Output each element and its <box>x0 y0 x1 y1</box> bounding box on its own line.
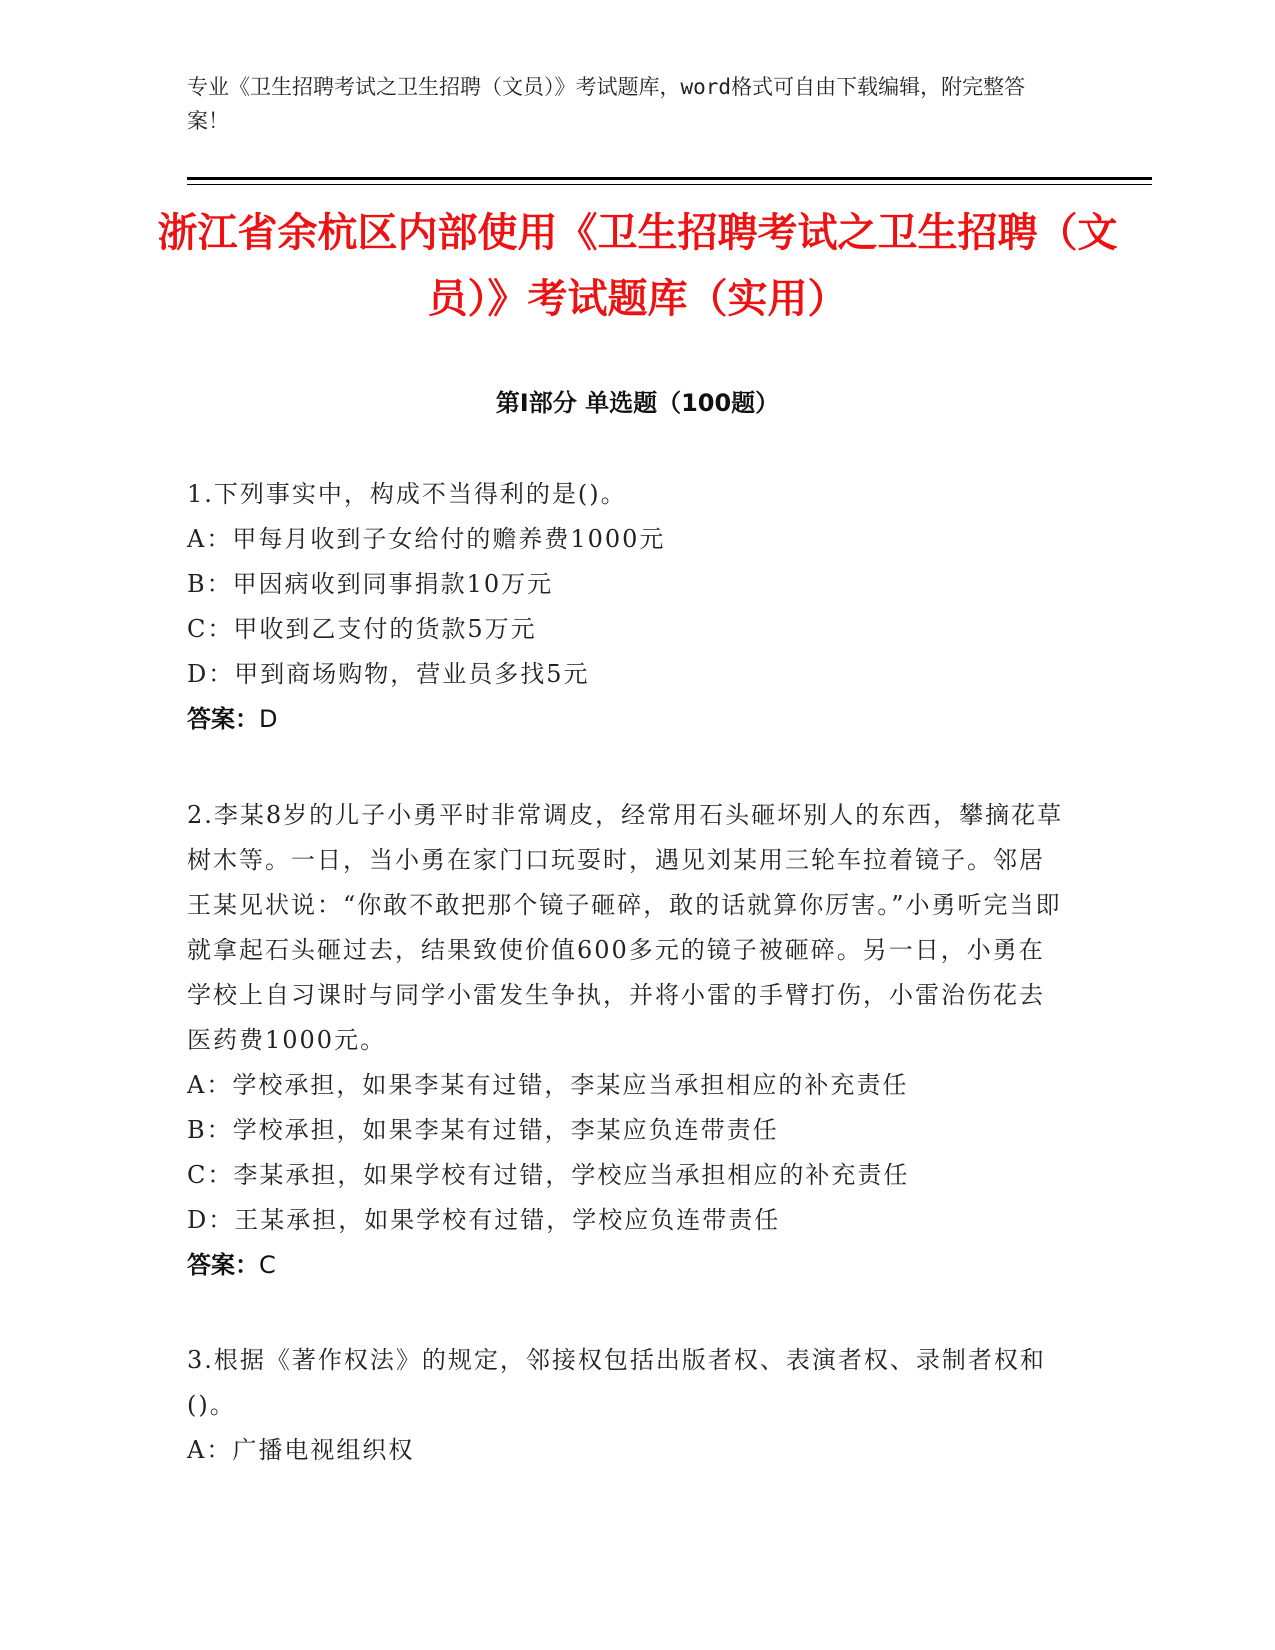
answer-value: C <box>259 1251 276 1279</box>
option-c: C：李某承担，如果学校有过错，学校应当承担相应的补充责任 <box>187 1161 910 1189</box>
section-heading: 第Ⅰ部分 单选题（100题） <box>495 389 780 417</box>
answer-line <box>187 697 1067 742</box>
option-a: A：学校承担，如果李某有过错，李某应当承担相应的补充责任 <box>187 1071 909 1099</box>
document-header-note: 专业《卫生招聘考试之卫生招聘（文员）》考试题库，word格式可自由下载编辑，附完整答案！ <box>187 75 1026 133</box>
question-1 <box>187 472 1067 742</box>
option-d: D：甲到商场购物，营业员多找5元 <box>187 660 590 688</box>
option-b: B：学校承担，如果李某有过错，李某应负连带责任 <box>187 1116 779 1144</box>
question-stem: 3.根据《著作权法》的规定，邻接权包括出版者权、表演者权、录制者权和()。 <box>187 1346 1046 1419</box>
answer-label: 答案： <box>187 1251 259 1279</box>
question-2 <box>187 793 1067 1288</box>
option-d: D：王某承担，如果学校有过错，学校应负连带责任 <box>187 1206 781 1234</box>
option-b: B：甲因病收到同事捐款10万元 <box>187 570 554 598</box>
header-divider-thin <box>187 184 1152 185</box>
question-stem: 2.李某8岁的儿子小勇平时非常调皮，经常用石头砸坏别人的东西，攀摘花草树木等。一日，当小勇在家门口玩耍时，遇见刘某用三轮车拉着镜子。邻居王某见状说：“你敢不敢把那个镜子砸碎，敢的话就算你厉害。”小勇听完当即就拿起石头砸过去，结果致使价值600多元的镜子被砸碎。另一日，小勇在学校上自习课时与同学小雷发生争执，并将小雷的手臂打伤，小雷治伤花去医药费1000元。 <box>187 801 1064 1054</box>
answer-value: D <box>259 705 278 733</box>
question-stem: 1.下列事实中，构成不当得利的是()。 <box>187 480 627 508</box>
answer-line <box>187 1243 1067 1288</box>
option-a: A：甲每月收到子女给付的赡养费1000元 <box>187 525 666 553</box>
document-title: 浙江省余杭区内部使用《卫生招聘考试之卫生招聘（文员）》考试题库（实用） <box>157 210 1118 322</box>
question-3 <box>187 1338 1067 1473</box>
option-c: C：甲收到乙支付的货款5万元 <box>187 615 537 643</box>
option-a: A：广播电视组织权 <box>187 1436 415 1464</box>
header-divider-thick <box>187 177 1152 180</box>
answer-label: 答案： <box>187 705 259 733</box>
